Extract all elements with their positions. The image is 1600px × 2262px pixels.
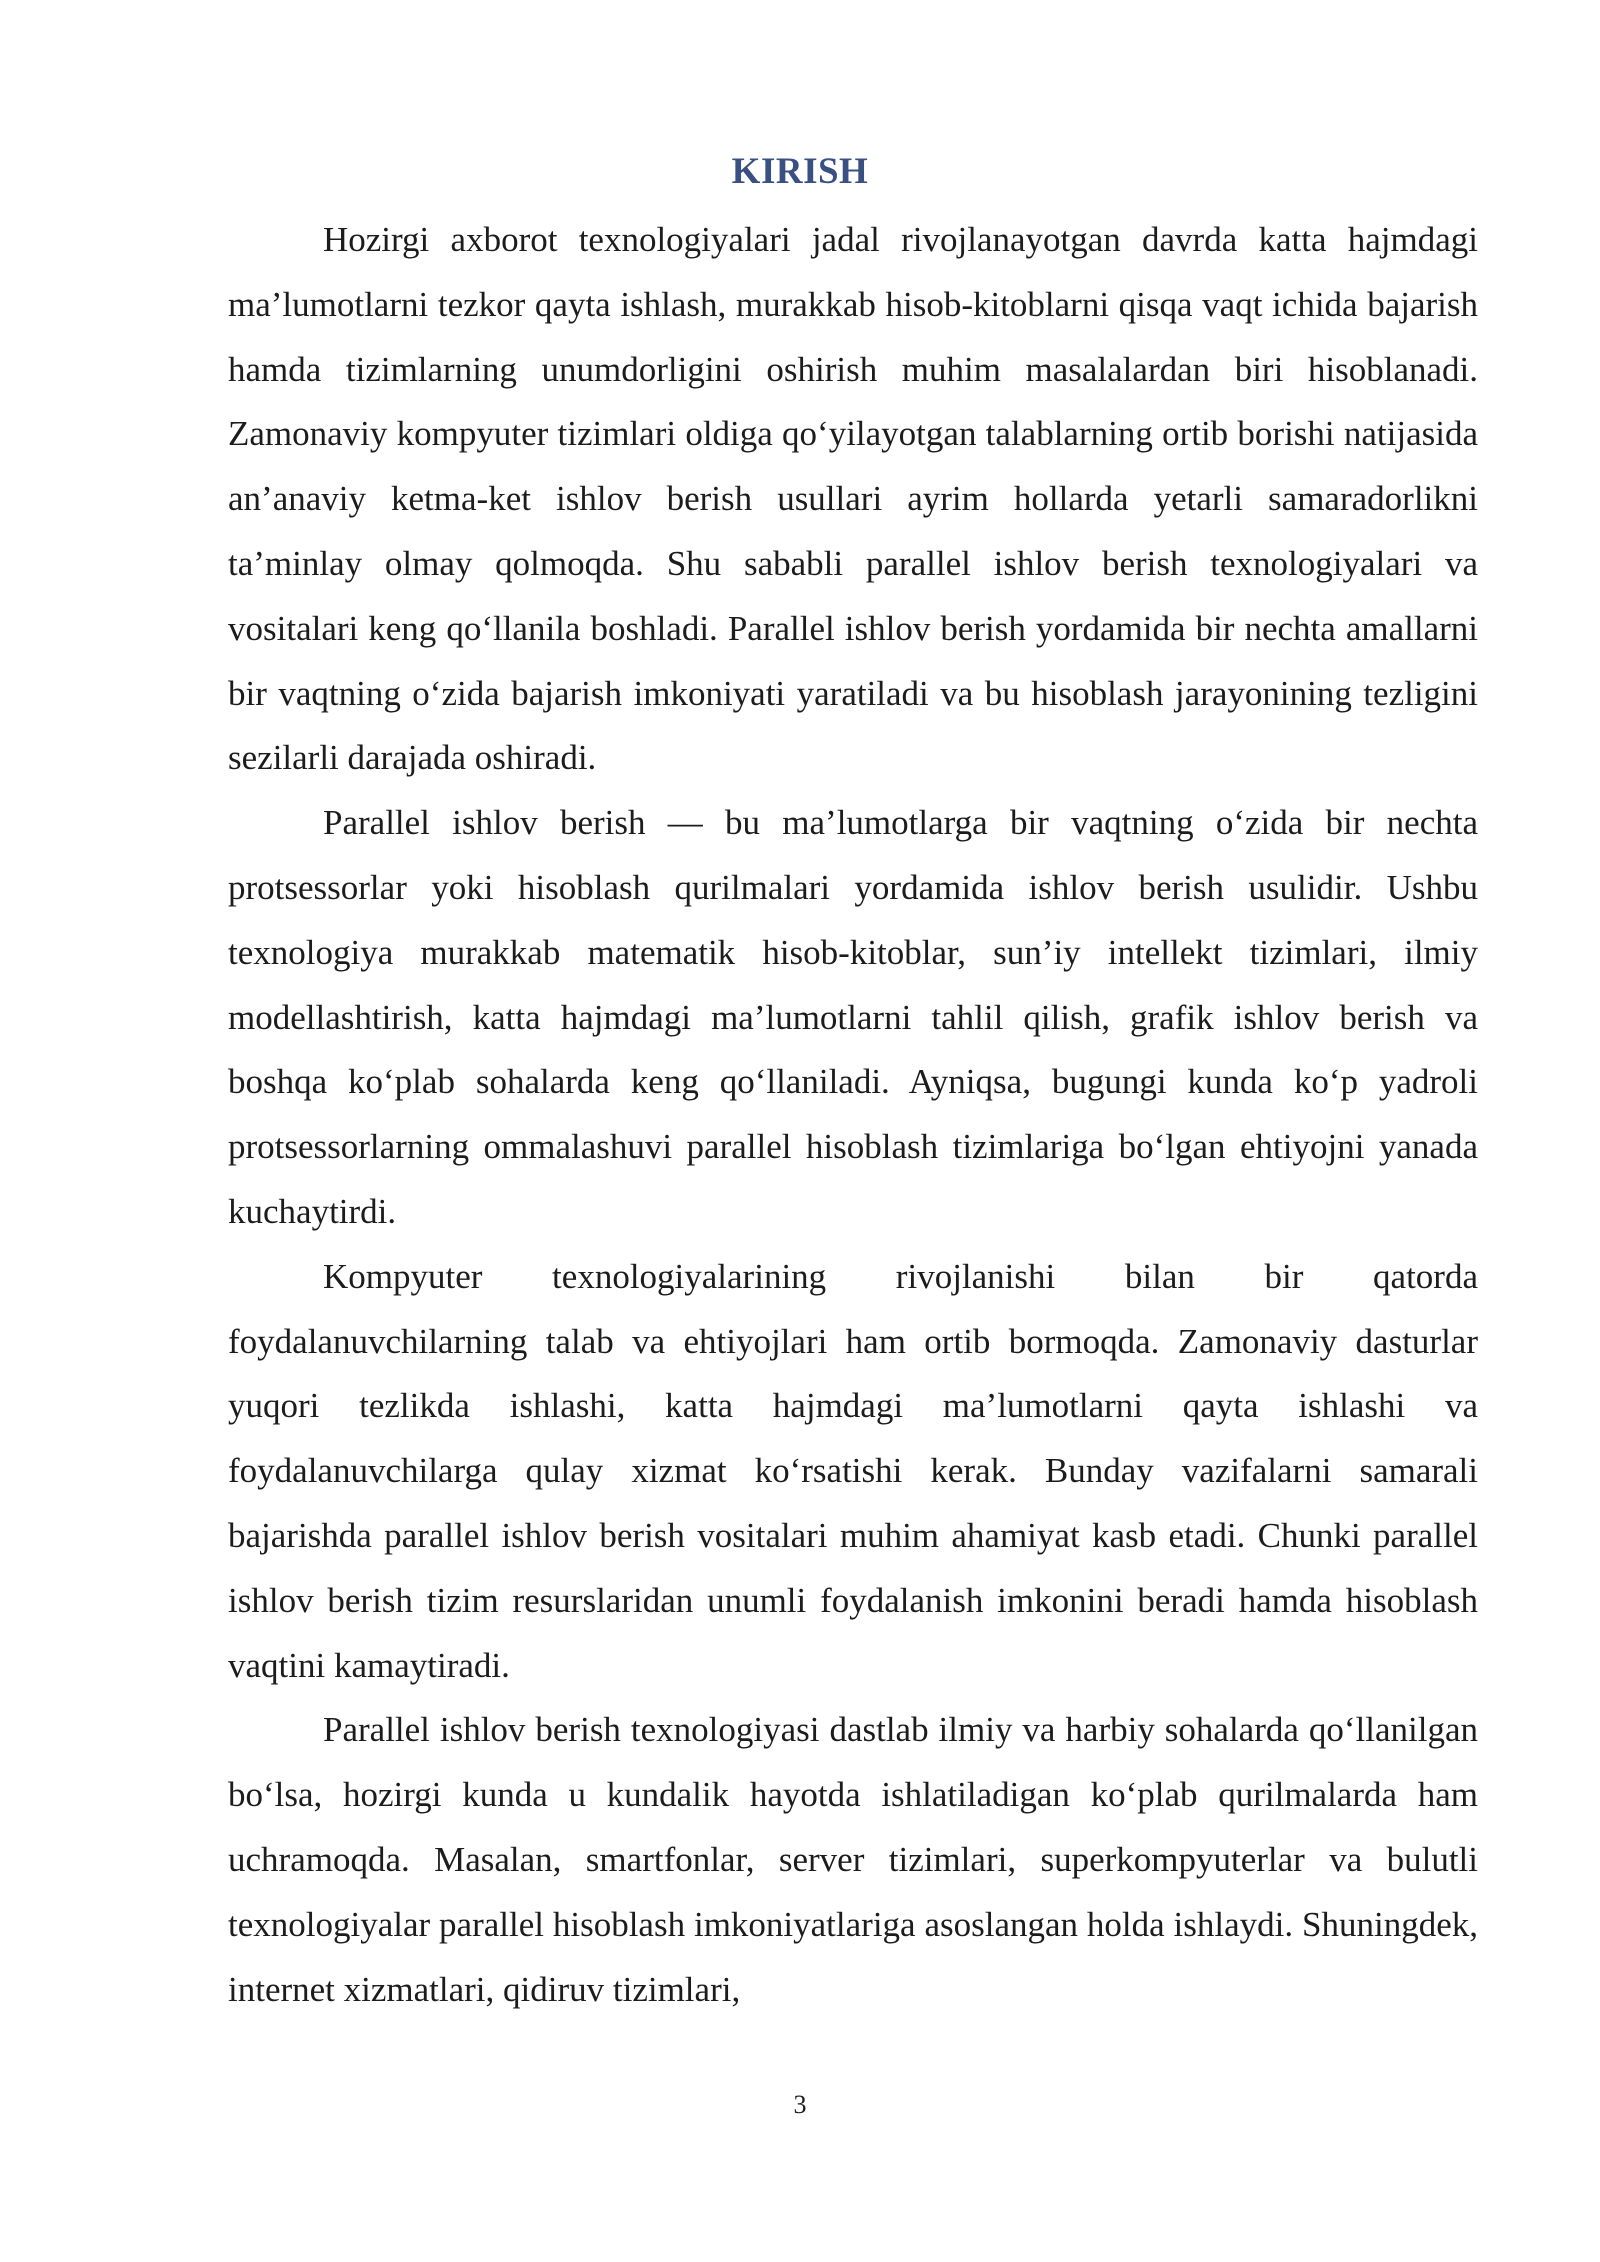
body-text (228, 208, 1478, 2022)
paragraph-2: Parallel ishlov berish — bu ma’lumotlarga bir vaqtning o‘zida bir nechta protsessorlar yoki hisoblash qurilmalari yordamida ishlov berish usulidir. Ushbu texnologiya murakkab matematik hisob-kitoblar, sun’iy intellekt tizimlari, ilmiy modellashtirish, katta hajmdagi ma’lumotlarni tahlil qilish, grafik ishlov berish va boshqa ko‘plab sohalarda keng qo‘llaniladi. Ayniqsa, bugungi kunda ko‘p yadroli protsessorlarning ommalashuvi parallel hisoblash tizimlariga bo‘lgan ehtiyojni yanada kuchaytirdi. (228, 803, 1478, 1231)
section-heading: KIRISH (731, 151, 869, 192)
paragraph-4: Parallel ishlov berish texnologiyasi dastlab ilmiy va harbiy sohalarda qo‘llanilgan bo‘lsa, hozirgi kunda u kundalik hayotda ishlatiladigan ko‘plab qurilmalarda ham uchramoqda. Masalan, smartfonlar, server tizimlari, superkompyuterlar va bulutli texnologiyalar parallel hisoblash imkoniyatlariga asoslangan holda ishlaydi. Shuningdek, internet xizmatlari, qidiruv tizimlari, (228, 1710, 1478, 2009)
page-number: 3 (793, 2090, 807, 2119)
paragraph-1: Hozirgi axborot texnologiyalari jadal rivojlanayotgan davrda katta hajmdagi ma’lumotlarni tezkor qayta ishlash, murakkab hisob-kitoblarni qisqa vaqt ichida bajarish hamda tizimlarning unumdorligini oshirish muhim masalalardan biri hisoblanadi. Zamonaviy kompyuter tizimlari oldiga qo‘yilayotgan talablarning ortib borishi natijasida an’anaviy ketma-ket ishlov berish usullari ayrim hollarda yetarli samaradorlikni ta’minlay olmay qolmoqda. Shu sababli parallel ishlov berish texnologiyalari va vositalari keng qo‘llanila boshladi. Parallel ishlov berish yordamida bir nechta amallarni bir vaqtning o‘zida bajarish imkoniyati yaratiladi va bu hisoblash jarayonining tezligini sezilarli darajada oshiradi. (228, 220, 1478, 778)
paragraph-3: Kompyuter texnologiyalarining rivojlanishi bilan bir qatorda foydalanuvchilarning talab va ehtiyojlari ham ortib bormoqda. Zamonaviy dasturlar yuqori tezlikda ishlashi, katta hajmdagi ma’lumotlarni qayta ishlashi va foydalanuvchilarga qulay xizmat ko‘rsatishi kerak. Bunday vazifalarni samarali bajarishda parallel ishlov berish vositalari muhim ahamiyat kasb etadi. Chunki parallel ishlov berish tizim resurslaridan unumli foydalanish imkonini beradi hamda hisoblash vaqtini kamaytiradi. (228, 1256, 1478, 1685)
